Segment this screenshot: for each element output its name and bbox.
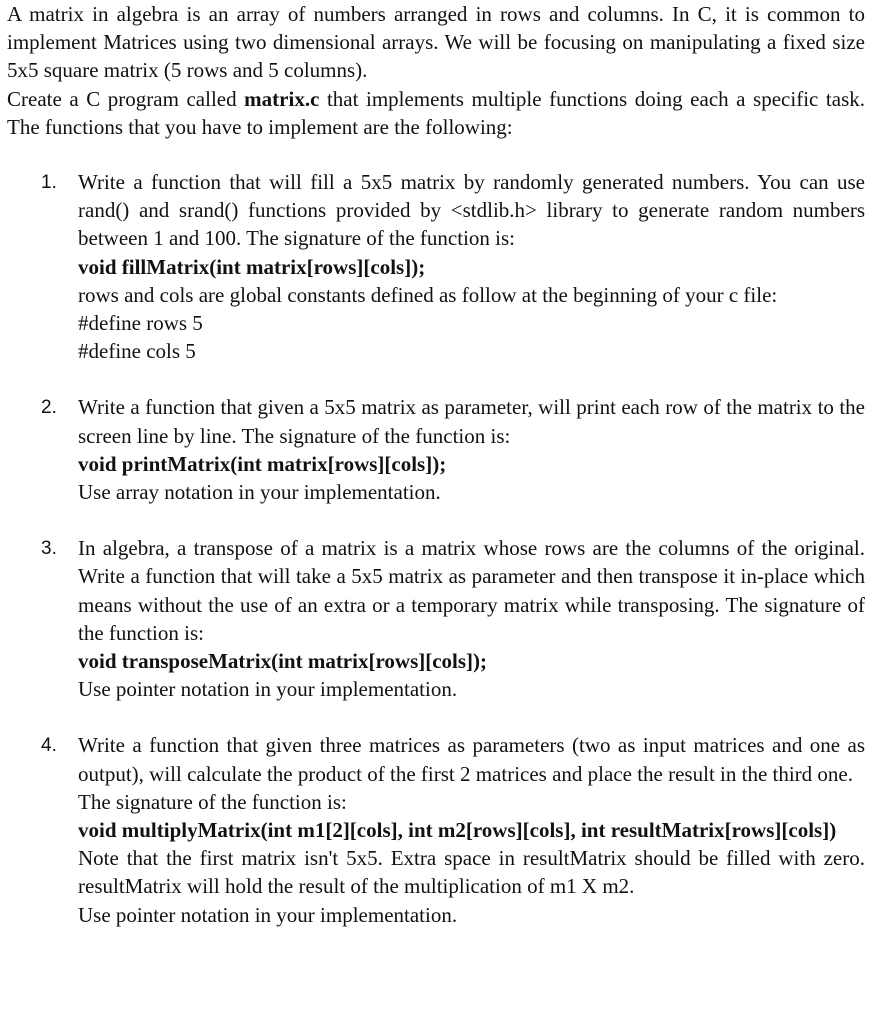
- intro-create-text-rest: that implements multiple functions doing each a specific task. The functions that you have to implement are the following:: [7, 86, 865, 139]
- task-note: Note that the first matrix isn't 5x5. Extra space in resultMatrix should be filled with zero. resultMatrix will hold the result of the multiplication of m1 X m2.: [78, 846, 865, 899]
- function-signature: void printMatrix(int matrix[rows][cols]);: [78, 451, 447, 476]
- task-list: [7, 168, 865, 929]
- task-note-2: Use pointer notation in your implementation.: [78, 902, 458, 927]
- intro-create-text: Create a C program called: [7, 86, 245, 111]
- define-cols: #define cols 5: [78, 339, 196, 364]
- task-item-4: [7, 731, 865, 928]
- intro-create-paragraph: [7, 85, 865, 141]
- function-signature: void multiplyMatrix(int m1[2][cols], int m2[rows][cols], int resultMatrix[rows][cols]): [78, 818, 837, 843]
- task-item-2: [7, 393, 865, 506]
- task-number: 1.: [41, 172, 57, 194]
- task-note: Use array notation in your implementation.: [78, 480, 441, 505]
- task-item-3: [7, 534, 865, 703]
- task-number: 3.: [41, 538, 57, 560]
- function-signature: void fillMatrix(int matrix[rows][cols]);: [78, 254, 426, 279]
- filename-matrix-c: matrix.c: [244, 86, 320, 111]
- intro-paragraph: [7, 0, 865, 85]
- intro-section: [7, 0, 865, 141]
- intro-text: A matrix in algebra is an array of numbers arranged in rows and columns. In C, it is common to implement Matrices using two dimensional arrays. We will be focusing on manipulating a fixed size 5x5 square matrix (5 rows and 5 columns).: [7, 2, 865, 83]
- task-description: Write a function that given a 5x5 matrix as parameter, will print each row of the matrix to the screen line by line. The signature of the function is:: [78, 395, 865, 448]
- task-description: Write a function that will fill a 5x5 matrix by randomly generated numbers. You can use rand() and srand() functions provided by <stdlib.h> library to generate random numbers between 1 and 100. The signature of the function is:: [78, 170, 865, 251]
- task-description: In algebra, a transpose of a matrix is a matrix whose rows are the columns of the original. Write a function that will take a 5x5 matrix as parameter and then transpose it in-place which means without the use of an extra or a temporary matrix while transposing. The signature of the function is:: [78, 536, 865, 645]
- task-description: Write a function that given three matrices as parameters (two as input matrices and one as output), will calculate the product of the first 2 matrices and place the result in the third one.: [78, 733, 865, 786]
- task-item-1: [7, 168, 865, 365]
- task-number: 4.: [41, 735, 57, 757]
- function-signature: void transposeMatrix(int matrix[rows][cols]);: [78, 649, 488, 674]
- signature-label: The signature of the function is:: [78, 789, 347, 814]
- task-note: Use pointer notation in your implementation.: [78, 677, 458, 702]
- task-number: 2.: [41, 397, 57, 419]
- task-note: rows and cols are global constants defined as follow at the beginning of your c file:: [78, 282, 778, 307]
- define-rows: #define rows 5: [78, 311, 203, 336]
